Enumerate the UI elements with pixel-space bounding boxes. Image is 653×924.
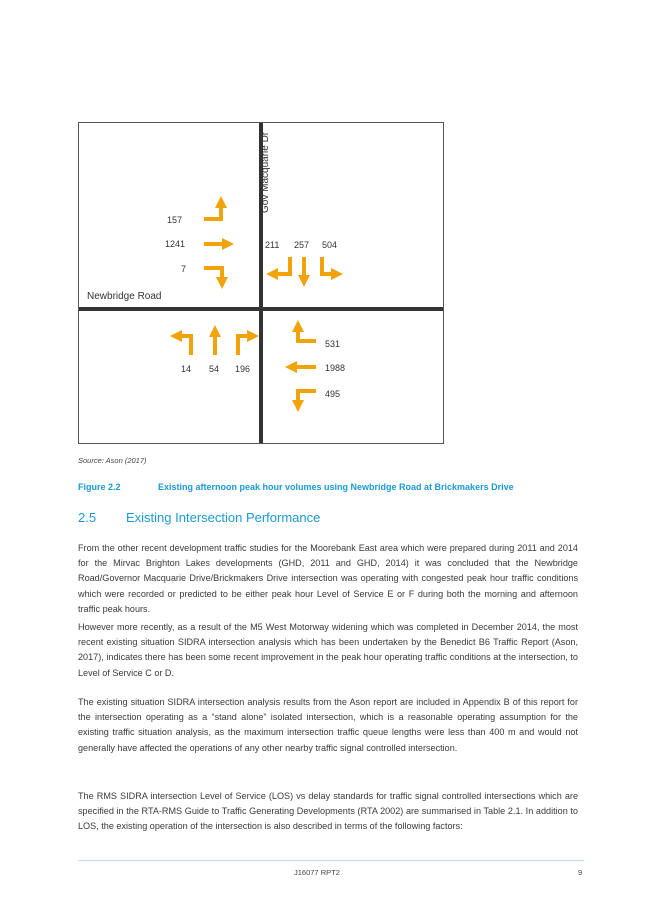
north-right-turn-arrow [272,257,290,274]
footer-divider [78,860,584,861]
paragraph-2: However more recently, as a result of the M5 West Motorway widening which was completed in December 2014, the most recent existing situation SIDRA intersection analysis which has been undertaken by the Benedict B6 Traffic Report (Ason, 2017), indicates there has been some recent improvement in the peak hour operating traffic conditions at the intersection, to Level of Service C or D. [78,622,578,678]
gov-macquarie-label: Gov Macquarie Dr [260,131,271,213]
east-right-volume: 531 [325,339,341,349]
intersection-figure [78,122,444,444]
east-left-turn-arrow [298,391,316,406]
figure-source: Source: Ason (2017) [78,456,147,465]
figure-caption [78,482,514,492]
footer-document-reference: J16077 RPT2 [294,868,340,877]
west-left-volume: 7 [181,264,187,274]
south-through-volume: 54 [209,364,220,374]
figure-caption-text: Existing afternoon peak hour volumes using Newbridge Road at Brickmakers Drive [158,482,514,492]
newbridge-road-label: Newbridge Road [87,291,162,302]
paragraph-4: The RMS SIDRA intersection Level of Service (LOS) vs delay standards for traffic signal controlled intersections which are specified in the RTA-RMS Guide to Traffic Generating Developments (RTA 2002) are summarised in Table 2.1. In addition to LOS, the existing operation of the intersection is also described in terms of the following factors: [78,791,578,832]
east-left-volume: 495 [325,389,341,399]
west-through-volume: 1241 [165,239,186,249]
north-left-volume: 504 [322,240,338,250]
south-right-turn-arrow [238,336,253,355]
north-through-volume: 257 [294,240,310,250]
east-through-volume: 1988 [325,363,346,373]
paragraph-3: The existing situation SIDRA intersection analysis results from the Ason report are included in Appendix B of this report for the intersection operating as a “stand alone” isolated intersection, which is a reasonable operating assumption for the existing traffic situation analysis, as the maximum intersection traffic queue lengths were less than 400 m and would not generally have affected the operations of any other nearby traffic signal controlled intersection. [78,697,578,753]
south-right-volume: 196 [235,364,251,374]
west-left-turn-arrow [204,268,222,283]
west-right-turn-arrow [204,202,221,219]
footer-page-number: 9 [578,868,583,877]
section-number: 2.5 [78,510,97,525]
south-left-turn-arrow [176,336,191,355]
paragraph-1: From the other recent development traffic studies for the Moorebank East area which were prepared during 2011 and 2014 for the Mirvac Brighton Lakes developments (GHD, 2011 and GHD, 2014) it was concluded that the Newbridge Road/Governor Macquarie Drive/Brickmakers Drive intersection was operating with congested peak hour traffic conditions which were recorded or predicted to be either peak hour Level of Service E or F during both the morning and afternoon traffic peak hours. [78,543,578,614]
west-right-volume: 157 [167,215,183,225]
figure-number: Figure 2.2 [78,482,121,492]
north-left-turn-arrow [322,257,337,274]
south-left-volume: 14 [181,364,192,374]
east-right-turn-arrow [298,326,316,341]
section-heading [78,510,320,525]
section-title: Existing Intersection Performance [126,510,321,525]
north-right-volume: 211 [265,240,280,250]
